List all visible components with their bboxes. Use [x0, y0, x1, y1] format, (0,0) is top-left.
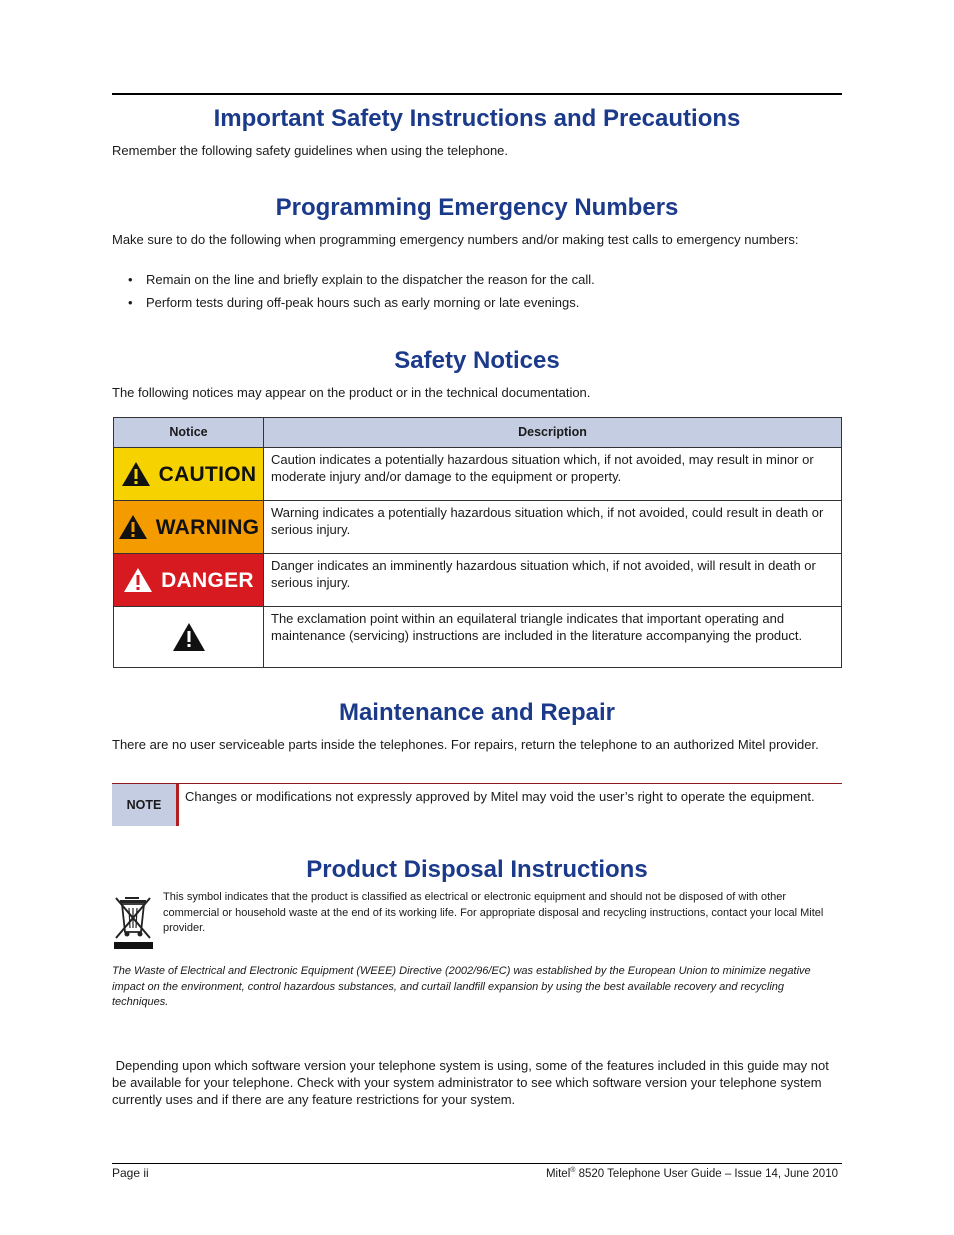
exclamation-description: The exclamation point within an equilateral triangle indicates that important operating and maintenance (servicing) instructions are included in the literature accompanying the product.	[264, 607, 842, 668]
notices-table	[113, 417, 842, 668]
table-row	[114, 607, 842, 668]
warning-description: Warning indicates a potentially hazardous situation which, if not avoided, could result in death or serious injury.	[264, 501, 842, 554]
danger-sign: DANGER	[114, 554, 263, 606]
exclamation-triangle-icon	[172, 622, 206, 652]
heading-safety-notices: Safety Notices	[394, 347, 560, 374]
emergency-intro: Make sure to do the following when programming emergency numbers and/or making test calls to emergency numbers:	[112, 232, 799, 247]
note-text: Changes or modifications not expressly approved by Mitel may void the user’s right to operate the equipment.	[185, 789, 815, 804]
disposal-text: This symbol indicates that the product is classified as electrical or electronic equipment and should not be disposed of with other commercial or household waste at the end of its working life. For appropriate disposal and recycling instructions, contact your local Mitel provider.	[163, 891, 824, 934]
table-header-row	[114, 418, 842, 448]
heading-disposal: Product Disposal Instructions	[306, 856, 648, 883]
list-item: • Remain on the line and briefly explain to the dispatcher the reason for the call.	[128, 272, 595, 287]
note-box	[112, 783, 842, 826]
header-description: Description	[264, 418, 842, 448]
footer-page-number: Page ii	[112, 1166, 149, 1180]
software-note: Depending upon which software version your telephone system is using, some of the features included in this guide may not be available for your telephone. Check with your system administrator to see which software version your telephone system currently uses and if there are any feature restrictions for your system.	[112, 1058, 833, 1107]
weee-directive: The Waste of Electrical and Electronic Equipment (WEEE) Directive (2002/96/EC) was established by the European Union to minimize negative impact on the environment, control hazardous substances, and curtail landfill expansion by using the best available recovery and recycling techniques.	[112, 965, 811, 1008]
maintenance-text: There are no user serviceable parts inside the telephones. For repairs, return the telephone to an authorized Mitel provider.	[112, 737, 819, 752]
document-page	[112, 0, 842, 1235]
table-row	[114, 554, 842, 607]
caution-description: Caution indicates a potentially hazardous situation which, if not avoided, may result in minor or moderate injury and/or damage to the equipment or property.	[264, 448, 842, 501]
list-item: • Perform tests during off-peak hours such as early morning or late evenings.	[128, 295, 580, 310]
warning-triangle-icon	[121, 461, 151, 487]
caution-sign: CAUTION	[114, 448, 263, 500]
table-row	[114, 501, 842, 554]
heading-maintenance: Maintenance and Repair	[338, 699, 616, 726]
warning-triangle-icon	[118, 514, 148, 540]
footer-guide-title: Mitel® 8520 Telephone User Guide – Issue 14, June 2010	[545, 1167, 838, 1180]
heading-emergency: Programming Emergency Numbers	[275, 194, 679, 221]
danger-description: Danger indicates an imminently hazardous situation which, if not avoided, will result in death or serious injury.	[264, 554, 842, 607]
crossed-out-wheelie-bin-icon	[113, 894, 155, 950]
bullet-glyph: •	[128, 272, 133, 287]
emergency-bullets	[112, 271, 595, 317]
heading-safety-instructions: Important Safety Instructions and Precautions	[213, 105, 741, 132]
note-label: NOTE	[112, 784, 179, 826]
table-row	[114, 448, 842, 501]
safety-intro: Remember the following safety guidelines when using the telephone.	[112, 143, 509, 158]
top-rule	[112, 93, 842, 95]
bullet-glyph: •	[128, 295, 133, 310]
warning-sign: WARNING	[114, 501, 263, 553]
header-notice: Notice	[114, 418, 264, 448]
notices-intro: The following notices may appear on the product or in the technical documentation.	[112, 385, 591, 400]
footer-rule	[112, 1163, 842, 1164]
warning-triangle-icon	[123, 567, 153, 593]
